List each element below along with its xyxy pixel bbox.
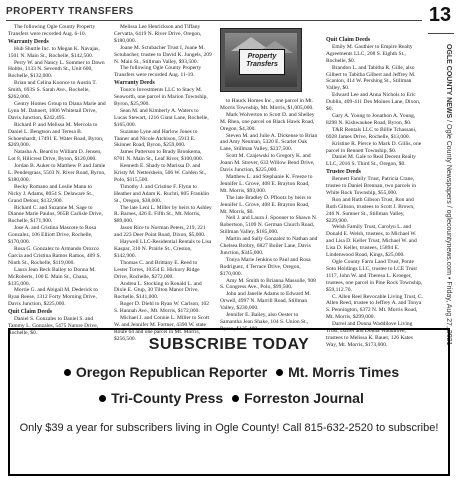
vertical-banner <box>438 44 452 346</box>
publication-name: Forreston Journal <box>244 390 364 406</box>
header-rule <box>6 20 422 21</box>
transfer-entry: Kristine R. Pierce to Mark D. Gillis, one parcel in Bennett Township, $0. <box>326 140 422 154</box>
banner-site: oglecountynews.com <box>445 209 452 275</box>
transfer-entry: Jason Rice to Norman Peters, 219, 221 and 223 Deer Point Road, Dixon, $5,000. <box>114 225 206 239</box>
column-1 <box>8 24 106 336</box>
transfer-entry: Thomas C. and Brittany E. Reed to Lester Torres, 10354 E. Hickory Ridge Drive, Rochelle, $272,000. <box>114 259 200 280</box>
transfer-entry: Natasha A. Beard to William D. Jensen, Lot 8, Hillcrest Drive, Byron, $120,000. <box>8 149 102 163</box>
vertical-banner-text: OGLE COUNTY NEWS / Ogle County Newspapers / oglecountynews.com • Friday, Aug 27, 2021 <box>445 44 452 346</box>
transfer-entry: Neil J. and Laura J. Spooner to Shawn N. Robertson, 5109 N. German Church Road, Stillman Valley, $185,000. <box>220 215 318 236</box>
transfer-entry: Emily M. Gauthier to Empire Realty Agreements LLC, 208 S. Eighth St., Rochelle, $0. <box>326 43 413 64</box>
transfer-entry: Morrie G. and Abigail M. Dederick to Ryan Reese, 1312 Forty Morning Drive, Davis Junction, $225,000. <box>8 287 98 308</box>
banner-paper: OGLE COUNTY NEWS <box>445 44 452 119</box>
transfer-entry: Timothy J. and Cristine F. Flynn to Heather and Adam K. Ruchti, 805 Franklin St., Oregon, $38,000. <box>114 183 210 204</box>
transfer-entry: The late Bradley D. Pflootz by heirs to Jennifer L. Grove, 408 E. Brayton Road, Mt. Morris, $0. <box>220 194 312 215</box>
section-heading: Warranty Deeds <box>8 38 49 45</box>
publication-name: Tri-County Press <box>111 390 224 406</box>
publications-row-1 <box>10 364 448 380</box>
transfer-entry: Hub Shuttle Inc. to Megan K. Navajas, 1501 N. Main St., Rochelle, $142,500. <box>8 45 100 59</box>
section-heading: Quit Claim Deeds <box>8 309 53 316</box>
transfer-entry: Suzanne Lyne and Harlow Jones to Tanner and Nicole Atchison, 5913 E. Skinner Road, Byron, $259,000. <box>114 128 198 149</box>
transfer-entry: Michael J. and Connie L. Miller to Scott W. and Jennifer M. Fortner, 4390 W. state Route 64 and one parcel in Mt. Morris, $256,500. <box>114 315 210 342</box>
transfer-entry: C. Allen Reel Revocable Living Trust, C. Allen Reed, trustee to Jeffrey A. and Tonya S. Pennington, 6372 N. Mt. Morris Road, Mt. Morris, $299,000. <box>326 293 423 321</box>
publications-row-2 <box>10 390 448 406</box>
subscribe-title: SUBSCRIBE TODAY <box>148 336 310 353</box>
transfer-entry: Sean M. and Kimberly A. Waters to Lucas Stewart, 1216 Giant Lane, Rochelle, $165,000. <box>114 107 209 128</box>
transfer-entry: Daniel M. Gale to Real Decent Realty LLC, 2016 S. Third St., Oregon, $0. <box>326 154 416 168</box>
subscribe-ad <box>8 328 450 476</box>
transfer-entry: Perry W. and Nancy L. Sommer to Dawn Hobbs, 1133 N. Seventh St., Unit 600, Rochelle, $132,000. <box>8 59 105 80</box>
transfer-entry: Roger D. Diehl to Ryan W. Carlson, 102 S. Hannah Ave., Mt. Morris, $172,000. <box>114 301 209 315</box>
transfer-entry: Gary A. Young to Jonathon A. Young, 8298 N. Kishwaukee Road, Byron, $0. <box>326 112 416 126</box>
bullet-icon <box>64 369 71 376</box>
transfer-entry: Martin and Sally Gonzalez to Nathan and Chelsea Brobry, 6827 Boiler Lane, Davis Junction, $345,000. <box>220 236 318 256</box>
transfer-entry: Scott M. Czajewski to Gregory K. and Joann M. Strever, 633 Willow Bend Drive, Davis Junction, $225,000. <box>220 153 315 174</box>
column-4 <box>326 36 424 348</box>
transfer-entry: Tourco Investments LLC to Stacy M. Seaworth, one parcel in Marion Township, Byron, $25,900. <box>114 87 208 107</box>
transfer-entry: Melissa Lee Henrickson and Tiffany Cervatta, 6419 N. River Drive, Oregon, $180,000. <box>114 24 202 44</box>
transfer-entry: Kenneth E. Shady to Marissa D. and Kristy M. Nettershein, 506 W. Colden St., Polo, $115,500. <box>114 163 207 183</box>
transfer-entry: Matthew L. and Stephanie K. Freeze to Jennifer L. Grove, 408 E. Brayton Road, Mt. Morris, $93,000. <box>220 173 313 194</box>
publication-name: Mt. Morris Times <box>288 364 400 380</box>
transfer-entry: Welsh Family Trust, Carolyn L. and Donald E. Welsh, trustees, to Michael W. and Lisa D. Keller Trust, Michael W. and Lisa D. Keller, trustees, 15894 E. Lindenwood Road, Kings, $25,000. <box>326 224 417 259</box>
bullet-icon <box>232 395 239 402</box>
banner-publishers: Ogle County Newspapers <box>445 124 452 204</box>
banner-date: Friday, Aug 27, 2021 <box>445 281 452 346</box>
transfer-entry: Steven M. and Julie A. Dickense to Brian and Amy Neuman, 5320 E. Scarlet Oak Lane, Stillman Valley, $237,500. <box>220 132 318 153</box>
transfer-entry: The late Leni L. Miller by heirs to Ashley R. Barnes, 426 E. Fifth St., Mt. Morris, $89,000. <box>114 204 212 225</box>
transfer-entry: Mark Wolverton to Scott D. and Shelley M. Rhea, one parcel on Black Hawk Road, Oregon, $4,300. <box>220 111 315 132</box>
transfer-entry: Haywell LLC-Residential Rentals to Lisa Kaspar, 310 N. Prairie St., Creston, $142,900. <box>114 239 212 259</box>
logo-image <box>220 28 302 92</box>
transfer-entry: Ogle County Farm Land Trust, Ponte Soto Holdings LLC, trustee to LCE Trust 1117, John W. and Theresa L. Kroeger, trustees, one parcel in Pine Rock Township, $59,112.70. <box>326 259 423 293</box>
bullet-icon <box>276 369 283 376</box>
transfer-entry: Andrea L. Stocking to Ronald L. and Dixie E. Gtup, 30 Tilton Manor Drive, Rochelle, $141,000. <box>114 280 202 301</box>
section-heading: Trustee Deeds <box>326 169 361 176</box>
transfer-entry: John and Janelle Adams to Edward M. Orwell, 4997 N. Marrill Road, Stillman Valley, $230,000. <box>220 291 311 312</box>
logo-label: Property Transfers <box>239 49 285 75</box>
transfer-entry: Jordan B. Auker to Matthew P. and Jamie L. Pendergrass, 5503 N. River Road, Byron, $180,000. <box>8 163 106 183</box>
subscribe-offer: Only $39 a year for subscribers living in Ogle County! Call 815-632-2520 to subscribe! <box>19 422 439 434</box>
transfer-entry: Laura Jean Beck Bailey to Donna M. McRoberts, 100 E. Main St., Chana, $135,000. <box>8 266 96 287</box>
transfer-entry: Gentry Homes Group to Diana Marie and Lynn M. Dahnert, 1006 Whitetail Drive, Davis Junction, $242,495. <box>8 100 106 121</box>
transfer-entry: Jennifer E. Bailey, also Oester to Samantha Jean Shake, 104 S. Union St., Byron, $125,400. <box>220 312 309 332</box>
transfer-entry: James Patterson to Brady Bronkema, 8701 N. Main St., Leaf River, $100,000. <box>114 149 203 163</box>
transfer-entry: The following Ogle County Property Transfers were recorded Aug. 6-10. <box>8 24 96 37</box>
transfer-entry: Brian and Celina Koonce to Austin T. Smith, 693S S. Sarah Ave., Rochelle, $262,000. <box>8 80 97 101</box>
transfer-entry: Ron and Ruth Gibson Trust, Ron and Ruth Gibson, trustees to Scott J. Brown, 246 N. Sumner St., Stillman Valley, $229,900. <box>326 196 415 224</box>
section-heading: Warranty Deeds <box>114 80 155 87</box>
publication-name: Oregon Republican Reporter <box>75 364 268 380</box>
transfer-entry: Joane M. Sctubacher Trust I, Joane M. Sctubacher, trustee to David K. Jungels, 209 N. Main St., Stillman Valley, $93,500. <box>114 44 212 65</box>
transfer-entry: Becky Romano and Leslie Mann to Nicky J. Adams, 8054 S. Delaware St., Grand Detour, $132,900. <box>8 183 94 204</box>
page-number-rule <box>428 33 454 34</box>
transfer-entry: Edward Lee and Anna Nichols to Eric Dublin, 409-411 Des Moines Lane, Dixon, $0. <box>326 92 421 113</box>
transfer-entry: Richard P. and Melissa M. Mercola to Daniel L. Bengtson and Teresa B. Schoenhardt, 17491 E. Water Road, Byron, $269,000. <box>8 121 104 149</box>
section-title: PROPERTY TRANSFERS <box>6 6 134 17</box>
transfer-entry: Bennett Family Trust, Patricia Crane, trustee to Daniel Brennan, two parcels in White Rock Township, $55,000. <box>326 176 416 196</box>
transfer-entry: Amy M. Smith to Brianna Massolle, 908 S. Congress Ave., Polo, $99,500. <box>220 277 316 291</box>
transfer-entry: Daniel S. Gonzales to Daniel S. and Tammy L. Gonzales, 5475 Nature Drive, Rochelle, $0. <box>8 316 99 336</box>
column-2 <box>114 24 212 342</box>
bullet-icon <box>99 395 106 402</box>
page-number: 13 <box>428 4 452 26</box>
section-heading: Quit Claim Deeds <box>326 37 371 43</box>
property-transfers-logo <box>220 28 300 90</box>
transfer-entry: Darrel and Donna Waddilove Living Trust, Darrel and Donna Waddilove, trustees to Melissa K. Bauer, 126 Kates Way, Mt. Morris, $173,000. <box>326 321 413 348</box>
transfer-entry: Jose A. and Cristina Mascote to Rosa Gonzalez, 106 Elliott Drive, Rochelle, $170,000. <box>8 225 97 246</box>
transfer-entry: Richard C. and Suzanne M. Sage to Dianne Marie Paulos, 965B Carlisle Drive, Rochelle, $171,900. <box>8 204 103 225</box>
column-3 <box>220 98 318 332</box>
transfer-entry: Tonya Marie Jenkins to Paul and Rosa Rodriguez, 4 Terrace Drive, Oregon, $170,000. <box>220 256 311 277</box>
transfer-entry: Rosa G. Gonzalez to Armando Orozco Garcia and Cristina Ramos Ramos, 409 S. Ninth St., Rochelle, $119,000. <box>8 246 101 266</box>
transfer-entry: The following Ogle County Property Transfers were recorded Aug. 11-19. <box>114 65 202 79</box>
transfer-entry: to Hauck Homes Inc., one parcel in Mt. Morris Township, Mt. Morris, $1,005,000. <box>220 98 314 111</box>
transfer-entry: Brandon L. and Tabitha R. Gille, also Gilbert to Tabitha Gilbert and Jeffrey M. Scanlon, 414 W. Pershing St., Stillman Valley, $0. <box>326 64 416 92</box>
transfer-entry: T&R Rentals LLC to Billie Tchassani, 6928 James Drive, Rochelle, $13,000. <box>326 126 417 140</box>
